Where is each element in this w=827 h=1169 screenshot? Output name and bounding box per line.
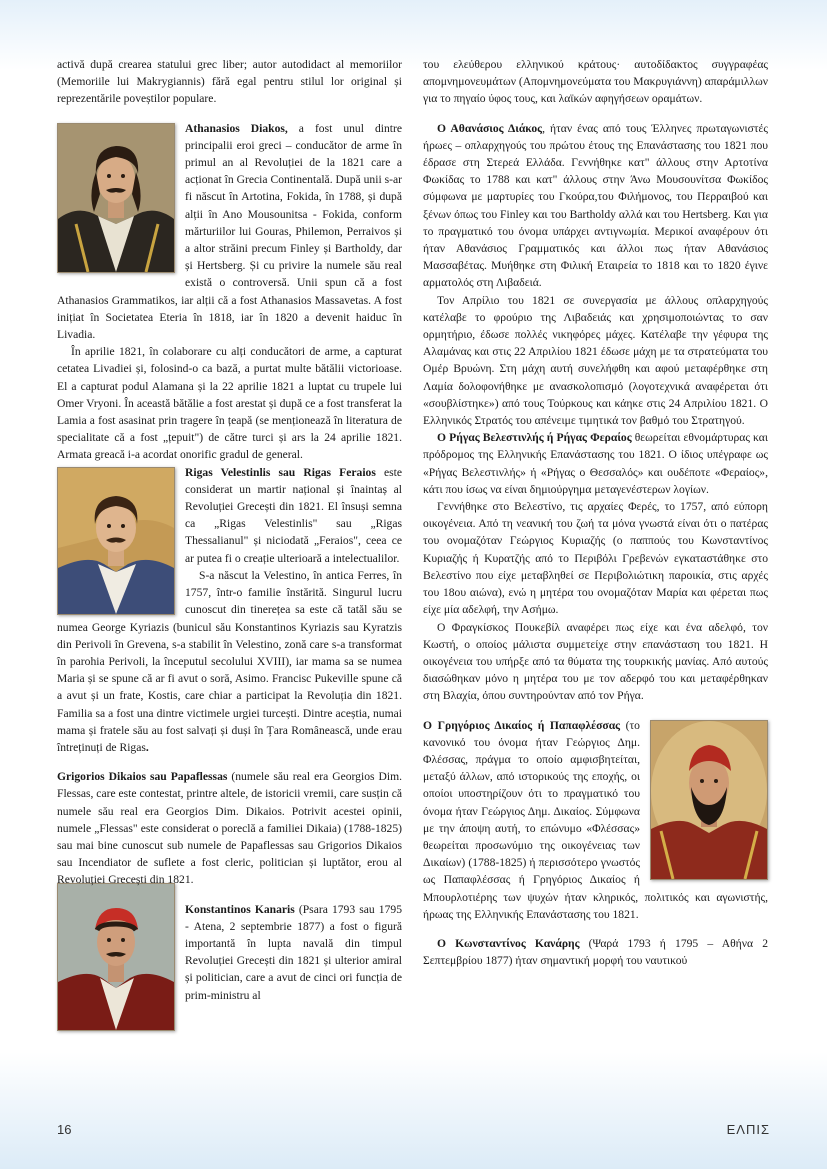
april-text: În aprilie 1821, în colaborare cu alți conducători de arme, a capturat cetatea Livadiei și, folosind-o ca bază, a purtat multe bătălii victorioase. El a capturat podul Alamana și la 22 aprilie 1821 a luptat cu trupele lui Omer Vryoni. În această bătălie a fost arestat și după ce a fost transferat la Lamia a fost asasinat prin tragere în țeapă (se menționează în literatura de specialitate că a fost „țepuit") de către turci și ars la 24 aprilie 1821. Armata greacă i-a acordat onorific gradul de general. [57, 345, 402, 462]
page-number: 16 [57, 1122, 72, 1137]
rigas-text-greek: θεωρείται εθνομάρτυρας και πρόδρομος της Ελληνικής Επανάστασης του 1821. Ο ίδιος υπέγραφε ως «Ρήγας Βελεστινλής» ή «Ρήγας ο Θεσσαλός» και ουδέποτε «Φεραίος», κάτι που ίσως να είναι δημιούργημα μεταγενέστερων λογίων. [423, 431, 768, 496]
papaflessas-name: Grigorios Dikaios sau Papaflessas [57, 770, 228, 784]
right-intro-paragraph: του ελεύθερου ελληνικού κράτους· αυτοδίδακτος συγγραφέας απομνημονευμάτων (Απομνημονεύματα του Μακρυγιάννη) απαράμιλλων για το πηγαίο ύφος τους, και λαϊκών αφηγήσεων οραμάτων. [423, 58, 768, 106]
left-papaflessas-paragraph [57, 768, 402, 888]
rigas-p2-end: . [145, 740, 149, 754]
rigas-name-greek: Ο Ρήγας Βελεστινλής ή Ρήγας Φεραίος [437, 431, 632, 445]
diakos-name-greek: Ο Αθανάσιος Διάκος [437, 121, 543, 135]
left-rigas-paragraph [57, 464, 402, 567]
right-april-paragraph: Τον Απρίλιο του 1821 σε συνεργασία με άλλους οπλαρχηγούς κατέλαβε το φρούριο της Λιβαδειάς και χρησιμοποιώντας το σαν ορμητήριο, έδωσε πολλές νικηφόρες μάχες. Κατέλαβε την γέφυρα της Αλαμάνας και στις 22 Απριλίου 1821 έδωσε μάχη με τα στρατεύματα του Ομέρ Βρυώνη. Στη μάχη αυτή συνελήφθη και αφού μεταφέρθηκε στη Λαμία δολοφονήθηκε με ανασκολοπισμό (λογοτεχνικά αναφέρεται ότι «σουβλίστηκε») από τους Τούρκους και κάηκε στις 24 Απριλίου 1821. Ο Ελληνικός Στρατός του απένειμε τιμητικά τον βαθμό του Στρατηγού. [423, 293, 768, 428]
kanaris-portrait [57, 883, 175, 1031]
right-papaflessas-paragraph [423, 717, 768, 923]
papaflessas-text: (numele său real era Georgios Dim. Flessas, care este contestat, printre altele, de istoricii vremii, care susțin că numele său real era Georgios Dim. Dikaios. Potrivit acestei opinii, numele „Flessas" este considerat o poreclă a familiei Dikaia) (1788-1825) sau mai bine cunoscut sub numele de Papaflessas sau Grigorios Dikaios sau Incendiator de suflete a fost cleric, politician și luptător, erou al Revoluției Grecești din 1821. [57, 770, 402, 887]
right-diakos-paragraph [423, 120, 768, 292]
kanaris-text: (Psara 1793 sau 1795 - Atena, 2 septembrie 1877) a fost o figură importantă în lupta navală din timpul Revoluției Grecești din 1821 și ulterior amiral și politician, care a avut de cinci ori funcția de prim-ministru al [185, 902, 402, 1002]
left-april-paragraph [57, 343, 402, 463]
left-diakos-paragraph [57, 120, 402, 344]
right-kanaris-paragraph [423, 935, 768, 969]
rigas-portrait [57, 467, 175, 615]
rigas-name: Rigas Velestinlis sau Rigas Feraios [185, 465, 376, 479]
right-column [423, 56, 768, 969]
right-rigas-paragraph-2: Γεννήθηκε στο Βελεστίνο, τις αρχαίες Φερές, το 1757, από εύπορη οικογένεια. Από τη νεανική του ζωή τα μόνα γνωστά είναι ότι ο πατέρας του ονομαζόταν Γεώργιος Κυριαζής (ο παππούς του Κωνσταντίνος Κυριαζής ή Κυρατζής από το Περιβόλι Γρεβενών εγκαταστάθηκε στο Βελεστίνο που είχε μεταβληθεί σε Περιβολιώτικη παροικία, στις αρχές του 18ου αιώνα), ενώ η μητέρα του ονομαζόταν Μαρία και φέρεται πως είχε μία αδελφή, την Ασήμω. [423, 500, 768, 617]
papaflessas-portrait [650, 720, 768, 880]
magazine-title: ΕΛΠΙΣ [726, 1122, 770, 1137]
left-column [57, 56, 402, 1033]
right-rigas-paragraph [423, 429, 768, 498]
diakos-text-greek: , ήταν ένας από τους Έλληνες πρωταγωνιστές ήρωες – οπλαρχηγούς του πρώτου έτους της Επανάστασης του 1821 που έδρασε στη Στερεά Ελλάδα. Γεννήθηκε κατ" άλλους στην Αρτοτίνα Φωκίδας το 1788 και κατ" άλλους στην Άνω Μουσουνίτσα Φωκίδος σύμφωνα με μαρτυρίες του Γκούρα,του Φιλήμονος, του Περραιβού και ξένων όπως του Finley και του Bartholdy αλλά και του Hertsberg. Και για το πραγματικό του όνομα υπάρχει αντιγνωμία. Μερικοί αναφέρουν ότι ήταν Αθανάσιος Γραμματικός και άλλοι πως ήταν Αθανάσιος Μασσαβέτας. Μυήθηκε στη Φιλική Εταιρεία το 1818 και το 1820 έγινε αρματολός στη Λιβαδειά. [423, 121, 769, 290]
diakos-text: a fost unul dintre principalii eroi greci – conducător de arme în primul an al Revoluției de la 1821 care a acționat în Grecia Continentală. După unii s-ar fi născut în Artotina, Fokida, în 1788, și după alții în Ano Mousounitsa - Fokida, conform mărturiilor lui Gouras, Philemon, Perraivos și a altor străini precum Finley și Bartholdy, dar și Hertsberg. Și cu privire la numele său real există o controversă. Unii spun că a fost Athanasios Grammatikos, iar alții că a fost Athanasios Massavetas. A fost inițiat în Societatea Eteria în 1818, iar în 1820 a devenit haiduc în Livadia. [57, 121, 402, 342]
left-kanaris-paragraph [57, 901, 402, 1004]
left-intro-paragraph: activă după crearea statului grec liber; autor autodidact al memoriilor (Memoriile lui Makrygiannis) fără egal pentru stilul lor original și reprezentările poveștilor populare. [57, 58, 402, 106]
rigas-text: este considerat un martir național și înaintaș al Revoluției Grecești din 1821. El însuși semna ca „Rigas Velestinlis" sau „Rigas Thessalianul" și niciodată „Feraios", ceea ce ar putea fi o creație ulterioară a intelectualilor. [185, 465, 402, 565]
papaflessas-name-greek: Ο Γρηγόριος Δικαίος ή Παπαφλέσσας [423, 718, 621, 732]
diakos-name: Athanasios Diakos, [185, 121, 288, 135]
kanaris-name-greek: Ο Κωνσταντίνος Κανάρης [437, 936, 580, 950]
right-rigas-paragraph-3: Ο Φραγκίσκος Πουκεβίλ αναφέρει πως είχε και ένα αδελφό, τον Κωστή, ο οποίος μάλιστα συμμετείχε στην επανάσταση του 1821. Η οικογένεια του υπήρξε από τα θύματα της τουρκικής μανίας. Από αυτούς διασώθηκαν μόνο η μητέρα του με τον αδερφό του και μεταφέρθηκαν στη Βλαχία, όπου συντηρούνταν από τον Ρήγα. [423, 620, 768, 703]
diakos-portrait [57, 123, 175, 273]
kanaris-text-greek: (Ψαρά 1793 ή 1795 – Αθήνα 2 Σεπτεμβρίου 1877) ήταν σημαντική μορφή του ναυτικού [423, 936, 768, 968]
kanaris-name: Konstantinos Kanaris [185, 902, 295, 916]
rigas-p2-text: S-a născut la Velestino, în antica Ferres, în 1757, într-o familie înstărită. Singurul lucru cunoscut din tinerețea sa este că tatăl său se numea George Kyriazis (bunicul său Konstantinos Kyriazis sau Kyratzis din Perivoli în Grevena, s-a stabilit în Velestino, zonă care s-a transformat în parohia Perivoli, la începutul secolului XVIII), iar mama sa se numea Maria și se spune că ar fi avut o soră, Asimo. Francisc Pukeville spune că a avut și un frate, Kostis, care chiar a participat la Revoluția din 1821. Familia sa a fost una dintre victimele urgiei turcești. Dintre aceștia, numai mama și fratele său au fost salvați și duși în Țara Românească, unde erau întreținuți de Rigas [57, 568, 402, 754]
papaflessas-text-greek: (το κανονικό του όνομα ήταν Γεώργιος Δημ. Φλέσσας, πράγμα το οποίο αμφισβητείται, μεταξύ άλλων, από ιστορικούς της εποχής, οι οποίοι υποστηρίζουν ότι το πραγματικό του όνομα ήταν Γεώργιος Δημ. Δικαίος. Σύμφωνα με την άποψη αυτή, το επώνυμο «Φλέσσας» θεωρείται προσωνύμιο της οικογένειας των Δικαίων) (1788-1825) ή περισσότερο γνωστός ως Παπαφλέσσας ή Γρηγόριος Δικαίος ή Μπουρλοτιέρης των ψυχών ήταν κληρικός, πολιτικός και αγωνιστής, ήρωας της Ελληνικής Επανάστασης του 1821. [423, 718, 768, 921]
